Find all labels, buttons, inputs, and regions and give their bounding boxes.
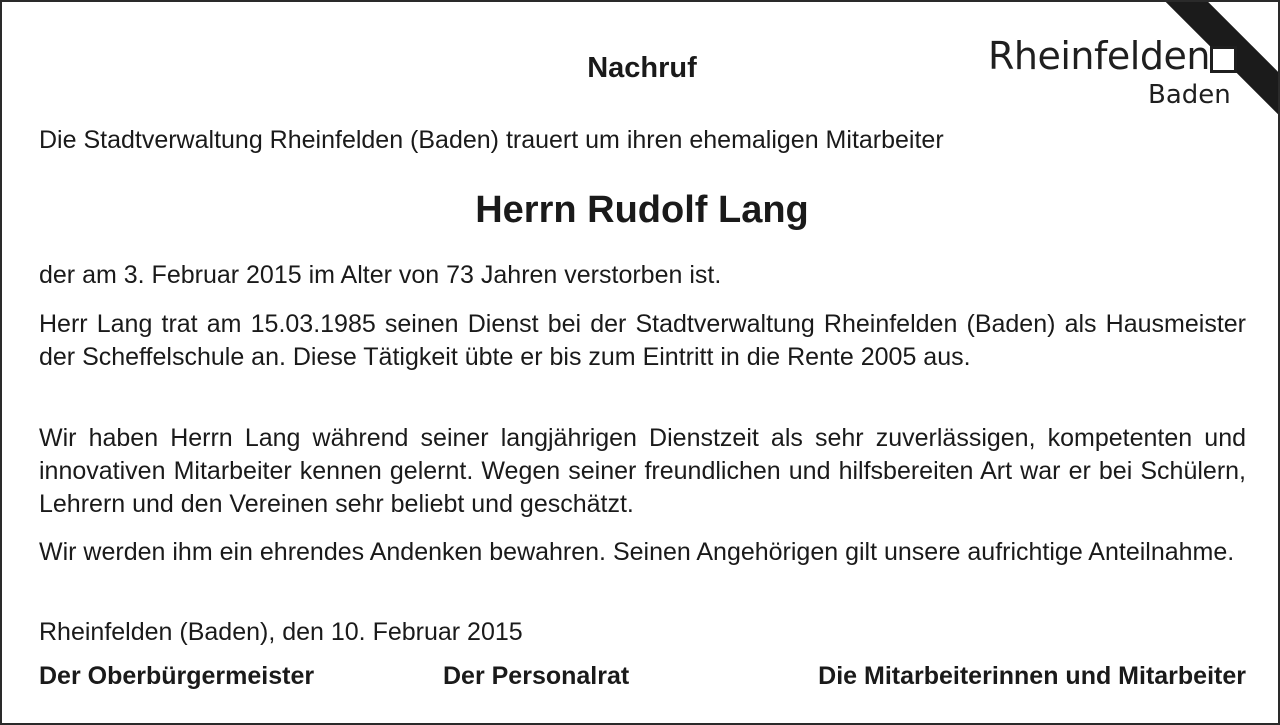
notice-heading: Nachruf bbox=[587, 52, 697, 84]
paragraph-death-date: der am 3. Februar 2015 im Alter von 73 Jahren verstorben ist. bbox=[39, 261, 722, 289]
intro-text: Die Stadtverwaltung Rheinfelden (Baden) trauert um ihren ehemaligen Mitarbeiter bbox=[39, 126, 944, 154]
paragraph-career: Herr Lang trat am 15.03.1985 seinen Dienst bei der Stadtverwaltung Rheinfelden (Baden) als Hausmeister der Scheffelschule an. Diese Tätigkeit übte er bis zum Eintritt in die Rente 2005 aus. bbox=[39, 310, 1246, 371]
signatory-mayor: Der Oberbürgermeister bbox=[39, 662, 315, 690]
deceased-name: Herrn Rudolf Lang bbox=[475, 189, 809, 231]
paragraph-condolences: Wir werden ihm ein ehrendes Andenken bewahren. Seinen Angehörigen gilt unsere aufrichtige Anteilnahme. bbox=[39, 538, 1235, 566]
logo-wordmark: Rheinfelden bbox=[988, 34, 1210, 78]
signatory-employees: Die Mitarbeiterinnen und Mitarbeiter bbox=[818, 662, 1246, 690]
paragraph-tribute: Wir haben Herrn Lang während seiner langjährigen Dienstzeit als sehr zuverlässigen, kompetenten und innovativen Mitarbeiter kennen gelernt. Wegen seiner freundlichen und hilfsbereiten Art war er bei Schülern, Lehrern und den Vereinen sehr beliebt und geschätzt. bbox=[39, 424, 1246, 518]
signatory-staff-council: Der Personalrat bbox=[443, 662, 630, 690]
logo-subtitle: Baden bbox=[1148, 80, 1231, 110]
place-and-date: Rheinfelden (Baden), den 10. Februar 2015 bbox=[39, 618, 523, 646]
